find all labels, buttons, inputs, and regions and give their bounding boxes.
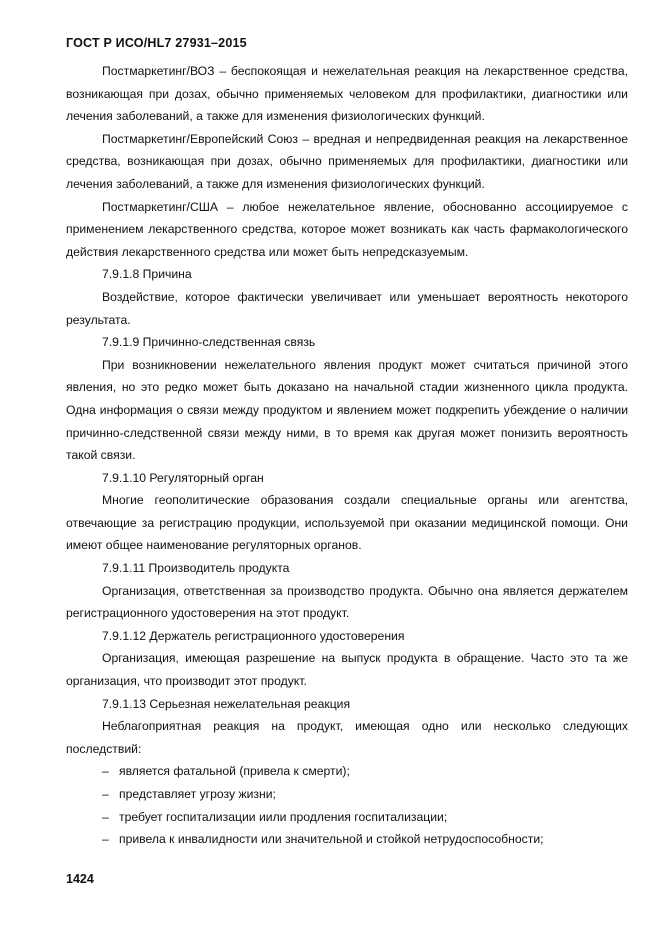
- definition-eu: Постмаркетинг/Европейский Союз – вредная и непредвиденная реакция на лекарственное средства, возникающая при дозах, обычно применяемых для профилактики, диагностики или лечения заболеваний, а также для изменения физиологических функций.: [66, 131, 628, 191]
- section-heading-serious-reaction: 7.9.1.13 Серьезная нежелательная реакция: [102, 696, 351, 711]
- list-item-text: требует госпитализации иили продления госпитализации;: [119, 809, 448, 824]
- list-dash: –: [102, 809, 109, 824]
- list-dash: –: [102, 832, 109, 847]
- list-item: [66, 806, 628, 829]
- page-number: 1424: [66, 872, 94, 886]
- list-dash: –: [102, 764, 109, 779]
- list-dash: –: [102, 787, 109, 801]
- paragraph-serious-reaction: Неблагоприятная реакция на продукт, имеющая одно или несколько следующих последствий:: [66, 719, 628, 756]
- consequences-list: [66, 760, 628, 850]
- paragraph-manufacturer: Организация, ответственная за производство продукта. Обычно она является держателем регистрационного удостоверения на этот продукт.: [66, 583, 628, 621]
- section-heading-regulator: 7.9.1.10 Регуляторный орган: [102, 470, 264, 485]
- document-code-header: ГОСТ Р ИСО/HL7 27931–2015: [66, 36, 247, 50]
- list-item-text: привела к инвалидности или значительной и стойкой нетрудоспособности;: [119, 832, 544, 847]
- list-item: [66, 783, 628, 806]
- paragraph-regulator: Многие геополитические образования создали специальные органы или агентства, отвечающие за регистрацию продукции, используемой при оказании медицинской помощи. Они имеют общее наименование регуляторных органов.: [66, 493, 628, 553]
- section-heading-authorization-holder: 7.9.1.12 Держатель регистрационного удостоверения: [102, 628, 405, 643]
- list-item: [66, 760, 628, 783]
- definition-usa: Постмаркетинг/США – любое нежелательное явление, обоснованно ассоциируемое с применением лекарственного средства, которое может возникать как часть фармакологического действия лекарственного средства или может быть непредсказуемым.: [66, 199, 628, 259]
- paragraph-cause: Воздействие, которое фактически увеличивает или уменьшает вероятность некоторого результата.: [66, 289, 628, 327]
- list-item: [66, 828, 628, 851]
- section-heading-manufacturer: 7.9.1.11 Производитель продукта: [102, 561, 290, 576]
- paragraph-causality: При возникновении нежелательного явления продукт может считаться причиной этого явления, но это редко может быть доказано на начальной стадии жизненного цикла продукта. Одна информация о связи между продуктом и явлением может подкрепить убеждение о наличии причинно-следственной связи между ними, в то время как другая может понизить вероятность такой связи.: [66, 357, 628, 463]
- list-item-text: является фатальной (привела к смерти);: [119, 764, 350, 779]
- paragraph-authorization-holder: Организация, имеющая разрешение на выпуск продукта в обращение. Часто это та же организация, что производит этот продукт.: [66, 651, 628, 689]
- section-heading-causality: 7.9.1.9 Причинно-следственная связь: [102, 335, 316, 350]
- section-heading-cause: 7.9.1.8 Причина: [102, 267, 192, 282]
- list-item-text: представляет угрозу жизни;: [119, 787, 276, 801]
- document-body: [66, 60, 628, 851]
- definition-who: Постмаркетинг/ВОЗ – беспокоящая и нежелательная реакция на лекарственное средства, возникающая при дозах, обычно применяемых человеком для профилактики, диагностики или лечения заболеваний, а также для изменения физиологических функций.: [66, 64, 628, 124]
